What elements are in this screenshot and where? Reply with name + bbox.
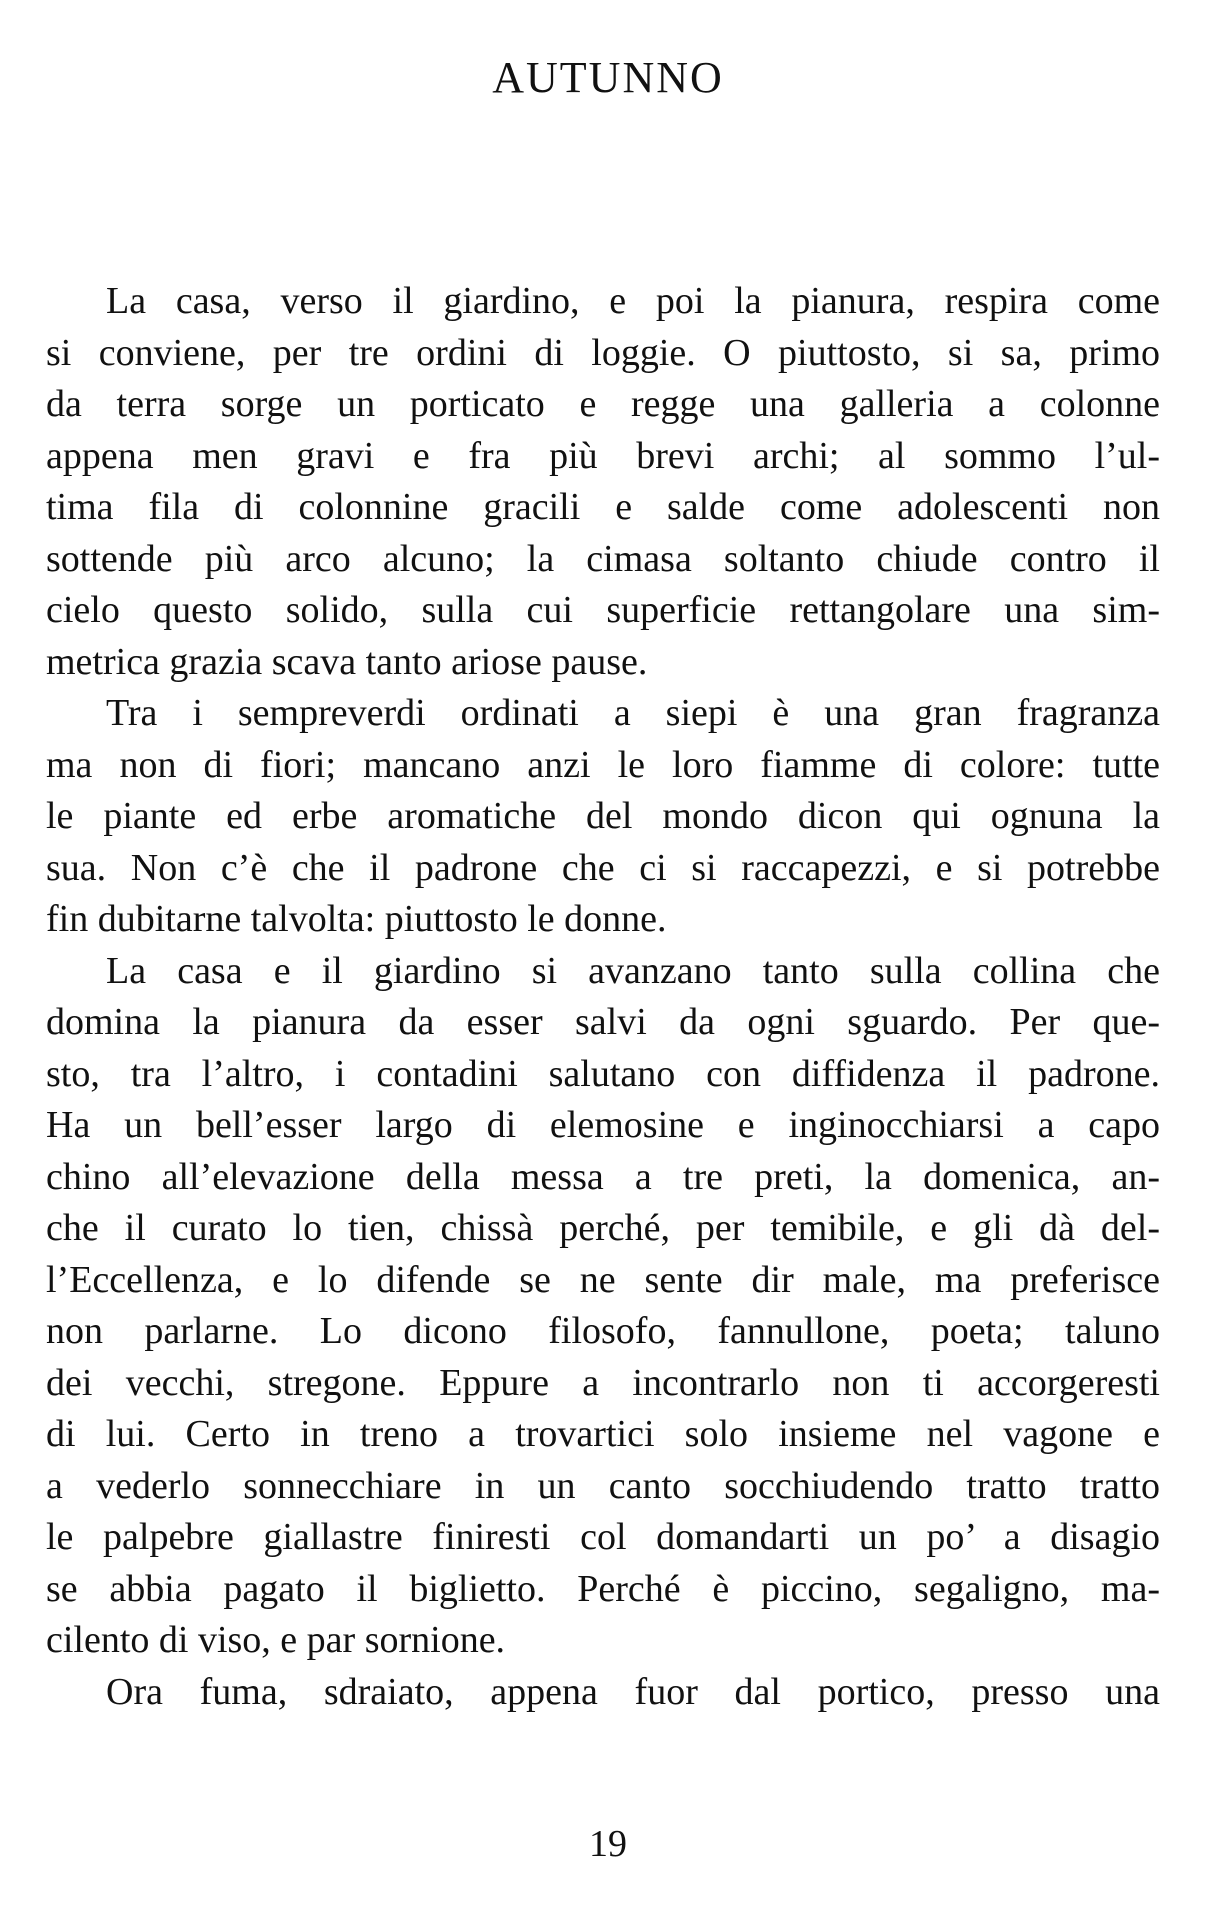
text-line: tima fila di colonnine gracili e salde come adolescenti non bbox=[46, 486, 1160, 528]
text-line: appena men gravi e fra più brevi archi; al sommo l’ul- bbox=[46, 434, 1160, 477]
text-line: le piante ed erbe aromatiche del mondo dicon qui ognuna la bbox=[46, 795, 1160, 837]
text-line: La casa, verso il giardino, e poi la pianura, respira come bbox=[106, 280, 1160, 322]
text-line: La casa e il giardino si avanzano tanto sulla collina che bbox=[106, 949, 1160, 992]
text-line: domina la pianura da esser salvi da ogni sguardo. Per que- bbox=[46, 1001, 1160, 1043]
text-line: chino all’elevazione della messa a tre preti, la domenica, an- bbox=[46, 1155, 1160, 1198]
text-line: a vederlo sonnecchiare in un canto socchiudendo tratto tratto bbox=[46, 1464, 1160, 1507]
text-line: da terra sorge un porticato e regge una galleria a colonne bbox=[46, 383, 1160, 425]
text-line: che il curato lo tien, chissà perché, per temibile, e gli dà del- bbox=[46, 1207, 1160, 1249]
text-line: Ha un bell’esser largo di elemosine e inginocchiarsi a capo bbox=[46, 1104, 1160, 1146]
text-line: sottende più arco alcuno; la cimasa soltanto chiude contro il bbox=[46, 537, 1160, 580]
paragraph bbox=[46, 1667, 1160, 1719]
text-line: non parlarne. Lo dicono filosofo, fannullone, poeta; taluno bbox=[46, 1310, 1160, 1352]
text-line: sua. Non c’è che il padrone che ci si raccapezzi, e si potrebbe bbox=[46, 846, 1160, 889]
text-line: se abbia pagato il biglietto. Perché è piccino, segaligno, ma- bbox=[46, 1567, 1160, 1610]
text-line: Ora fuma, sdraiato, appena fuor dal portico, presso una bbox=[106, 1670, 1160, 1713]
text-line: fin dubitarne talvolta: piuttosto le donne. bbox=[46, 898, 667, 940]
chapter-title: AUTUNNO bbox=[492, 53, 724, 102]
body-text bbox=[46, 276, 1160, 1718]
paragraph bbox=[46, 946, 1160, 1667]
paragraph bbox=[46, 688, 1160, 946]
text-line: le palpebre giallastre finiresti col domandarti un po’ a disagio bbox=[46, 1516, 1160, 1558]
text-line: sto, tra l’altro, i contadini salutano con diffidenza il padrone. bbox=[46, 1052, 1160, 1095]
page-number: 19 bbox=[589, 1823, 627, 1865]
text-line: l’Eccellenza, e lo difende se ne sente dir male, ma preferisce bbox=[46, 1258, 1160, 1301]
paragraph bbox=[46, 276, 1160, 688]
text-line: Tra i sempreverdi ordinati a siepi è una gran fragranza bbox=[106, 692, 1160, 734]
text-line: si conviene, per tre ordini di loggie. O piuttosto, si sa, primo bbox=[46, 331, 1160, 374]
text-line: cilento di viso, e par sornione. bbox=[46, 1619, 506, 1661]
text-line: cielo questo solido, sulla cui superficie rettangolare una sim- bbox=[46, 589, 1160, 631]
text-line: metrica grazia scava tanto ariose pause. bbox=[46, 640, 648, 683]
text-line: di lui. Certo in treno a trovartici solo insieme nel vagone e bbox=[46, 1413, 1160, 1455]
text-line: ma non di fiori; mancano anzi le loro fiamme di colore: tutte bbox=[46, 743, 1160, 786]
text-line: dei vecchi, stregone. Eppure a incontrarlo non ti accorgeresti bbox=[46, 1361, 1160, 1404]
